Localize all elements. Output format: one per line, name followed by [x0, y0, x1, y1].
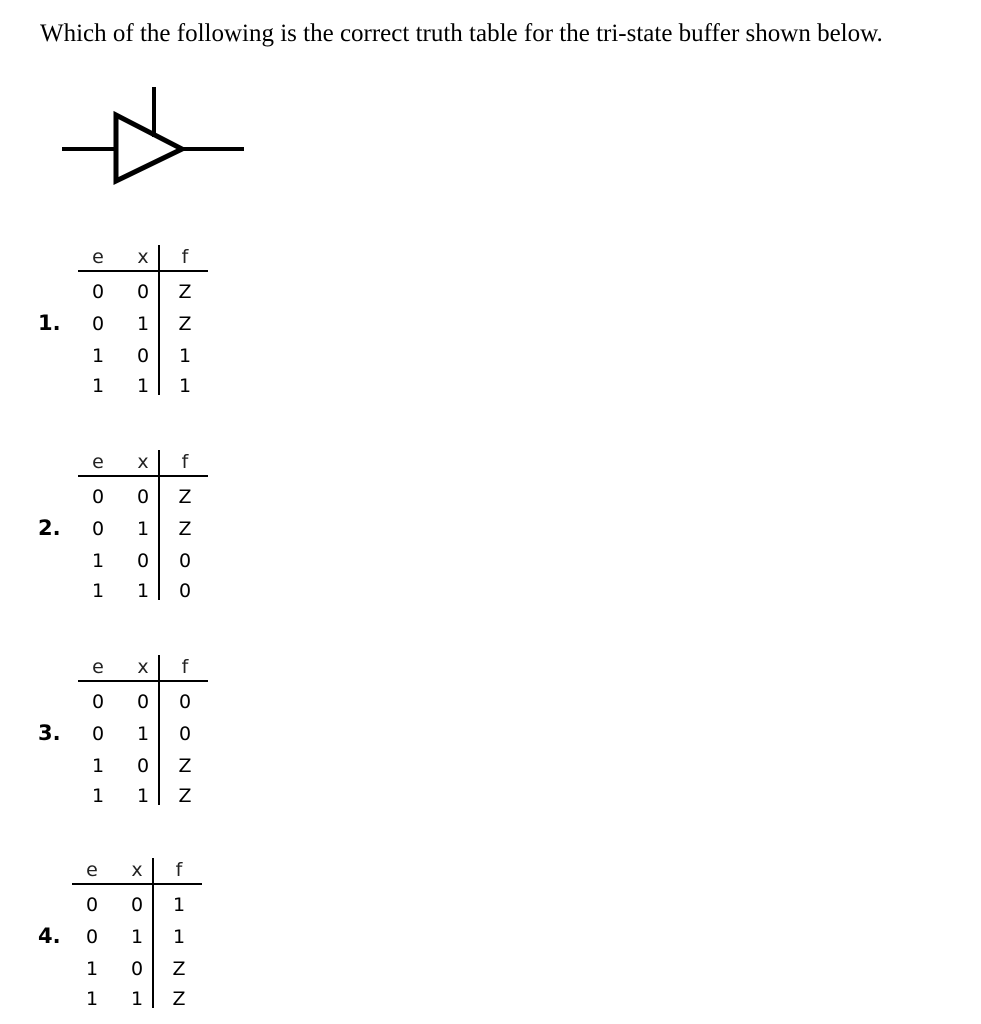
header-e: e — [92, 246, 104, 268]
cell: 0 — [178, 580, 192, 602]
cell: 1 — [91, 785, 105, 807]
cell: 0 — [91, 313, 105, 335]
option-3[interactable] — [38, 655, 238, 815]
cell: 0 — [136, 691, 150, 713]
cell: Z — [172, 988, 186, 1010]
cell: 1 — [172, 926, 186, 948]
column-divider — [158, 450, 160, 600]
option-number: 1. — [38, 311, 61, 335]
cell: 1 — [178, 375, 192, 397]
option-4[interactable] — [32, 858, 232, 1018]
cell: 0 — [178, 550, 192, 572]
cell: 1 — [91, 550, 105, 572]
cell: 1 — [136, 518, 150, 540]
cell: 0 — [91, 691, 105, 713]
header-rule — [78, 270, 208, 272]
cell: 0 — [130, 958, 144, 980]
cell: 0 — [91, 486, 105, 508]
header-x: x — [137, 451, 149, 473]
header-e: e — [86, 859, 98, 881]
cell: 0 — [136, 345, 150, 367]
header-x: x — [137, 246, 149, 268]
option-1[interactable] — [38, 245, 238, 405]
cell: 1 — [136, 580, 150, 602]
cell: Z — [178, 785, 192, 807]
truth-table — [32, 858, 232, 1018]
cell: 1 — [178, 345, 192, 367]
cell: 1 — [136, 313, 150, 335]
cell: 0 — [91, 281, 105, 303]
cell: 0 — [136, 550, 150, 572]
cell: 1 — [130, 988, 144, 1010]
cell: 1 — [91, 755, 105, 777]
option-2[interactable] — [38, 450, 238, 610]
cell: Z — [178, 486, 192, 508]
cell: 0 — [85, 926, 99, 948]
cell: 1 — [136, 375, 150, 397]
cell: 1 — [136, 785, 150, 807]
cell: 0 — [85, 894, 99, 916]
header-f: f — [181, 451, 189, 473]
header-rule — [72, 883, 202, 885]
cell: Z — [178, 281, 192, 303]
header-f: f — [175, 859, 183, 881]
cell: Z — [172, 958, 186, 980]
cell: 1 — [130, 926, 144, 948]
truth-table — [38, 655, 238, 815]
truth-table — [38, 450, 238, 610]
cell: 0 — [178, 723, 192, 745]
cell: 0 — [91, 518, 105, 540]
cell: 0 — [130, 894, 144, 916]
column-divider — [152, 858, 154, 1008]
cell: 1 — [91, 580, 105, 602]
cell: Z — [178, 755, 192, 777]
cell: 1 — [91, 345, 105, 367]
header-e: e — [92, 451, 104, 473]
question-text: Which of the following is the correct truth table for the tri-state buffer shown below. — [40, 20, 883, 47]
option-number: 2. — [38, 516, 61, 540]
cell: 1 — [85, 988, 99, 1010]
cell: 0 — [178, 691, 192, 713]
header-rule — [78, 680, 208, 682]
header-x: x — [131, 859, 143, 881]
cell: 1 — [91, 375, 105, 397]
cell: 1 — [85, 958, 99, 980]
cell: Z — [178, 518, 192, 540]
cell: Z — [178, 313, 192, 335]
header-e: e — [92, 656, 104, 678]
header-f: f — [181, 656, 189, 678]
cell: 0 — [91, 723, 105, 745]
cell: 0 — [136, 486, 150, 508]
cell: 0 — [136, 281, 150, 303]
column-divider — [158, 245, 160, 395]
column-divider — [158, 655, 160, 805]
header-f: f — [181, 246, 189, 268]
header-rule — [78, 475, 208, 477]
tri-state-buffer-icon — [60, 85, 250, 185]
cell: 1 — [172, 894, 186, 916]
option-number: 3. — [38, 721, 61, 745]
cell: 1 — [136, 723, 150, 745]
truth-table — [38, 245, 238, 405]
header-x: x — [137, 656, 149, 678]
cell: 0 — [136, 755, 150, 777]
option-number: 4. — [38, 924, 61, 948]
